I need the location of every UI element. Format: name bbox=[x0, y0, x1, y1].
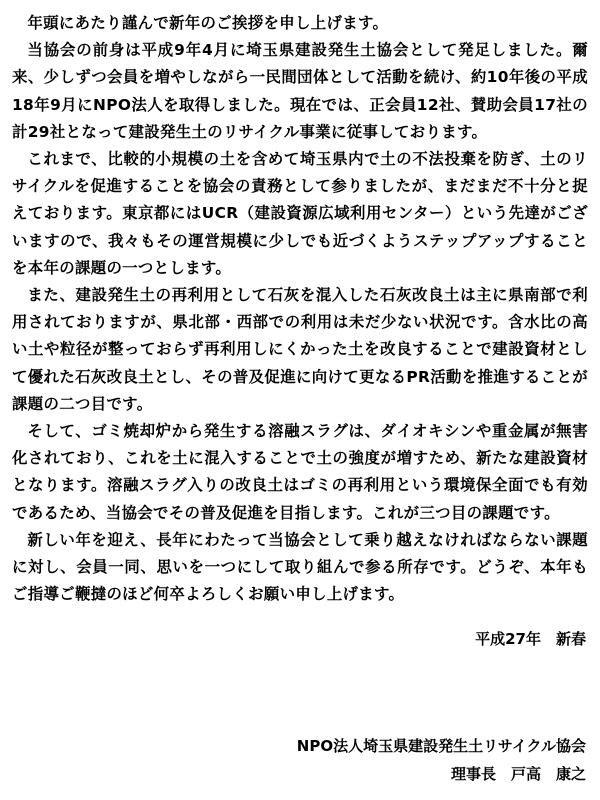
letter-date: 平成27年 新春 bbox=[475, 630, 586, 648]
organization-name: NPO法人埼玉県建設発生土リサイクル協会 bbox=[296, 737, 586, 755]
paragraph-goal-one: これまで、比較的小規模の土を含めて埼玉県内で土の不法投棄を防ぎ、土のリサイクルを促進することを協会の責務として参りましたが、まだまだ不十分と捉えております。東京都にはUCR（建設資源広域利用センター）という先達がございますので、我々もその運営規模に少しでも近づくようステップアップすることを本年の課題の一つとします。 bbox=[12, 150, 588, 277]
signer-name: 理事長 戸高 康之 bbox=[450, 765, 586, 783]
paragraph-history: 当協会の前身は平成9年4月に埼玉県建設発生土協会として発足しました。爾来、少しずつ会員を増やしながら一民間団体として活動を続け、約10年後の平成18年9月にNPO法人を取得しました。現在では、正会員12社、賛助会員17社の計29社となって建設発生土のリサイクル事業に従事しております。 bbox=[12, 41, 588, 141]
paragraph-greeting: 年頭にあたり謹んで新年のご挨拶を申し上げます。 bbox=[27, 14, 389, 32]
paragraph-closing: 新しい年を迎え、長年にわたって当協会として乗り越えなければならない課題に対し、会員一同、思いを一つにして取り組んで参る所存です。どうぞ、本年もご指導ご鞭撻のほど何卒よろしくお願い申し上げます。 bbox=[12, 530, 588, 604]
paragraph-goal-three: そして、ゴミ焼却炉から発生する溶融スラグは、ダイオキシンや重金属が無害化されており、これを土に混入することで土の強度が増すため、新たな建設資材となります。溶融スラグ入りの改良土はゴミの再利用という環境保全面でも有効であるため、当協会でその普及促進を目指します。これが三つ目の課題です。 bbox=[12, 422, 588, 522]
paragraph-goal-two: また、建設発生土の再利用として石灰を混入した石灰改良土は主に県南部で利用されておりますが、県北部・西部での利用は未だ少ない状況です。含水比の高い土や粒径が整っておらず再利用しにくかった土を改良することで建設資材として優れた石灰改良土とし、その普及促進に向けて更なるPR活動を推進することが課題の二つ目です。 bbox=[12, 286, 588, 413]
letter-body bbox=[12, 10, 588, 608]
